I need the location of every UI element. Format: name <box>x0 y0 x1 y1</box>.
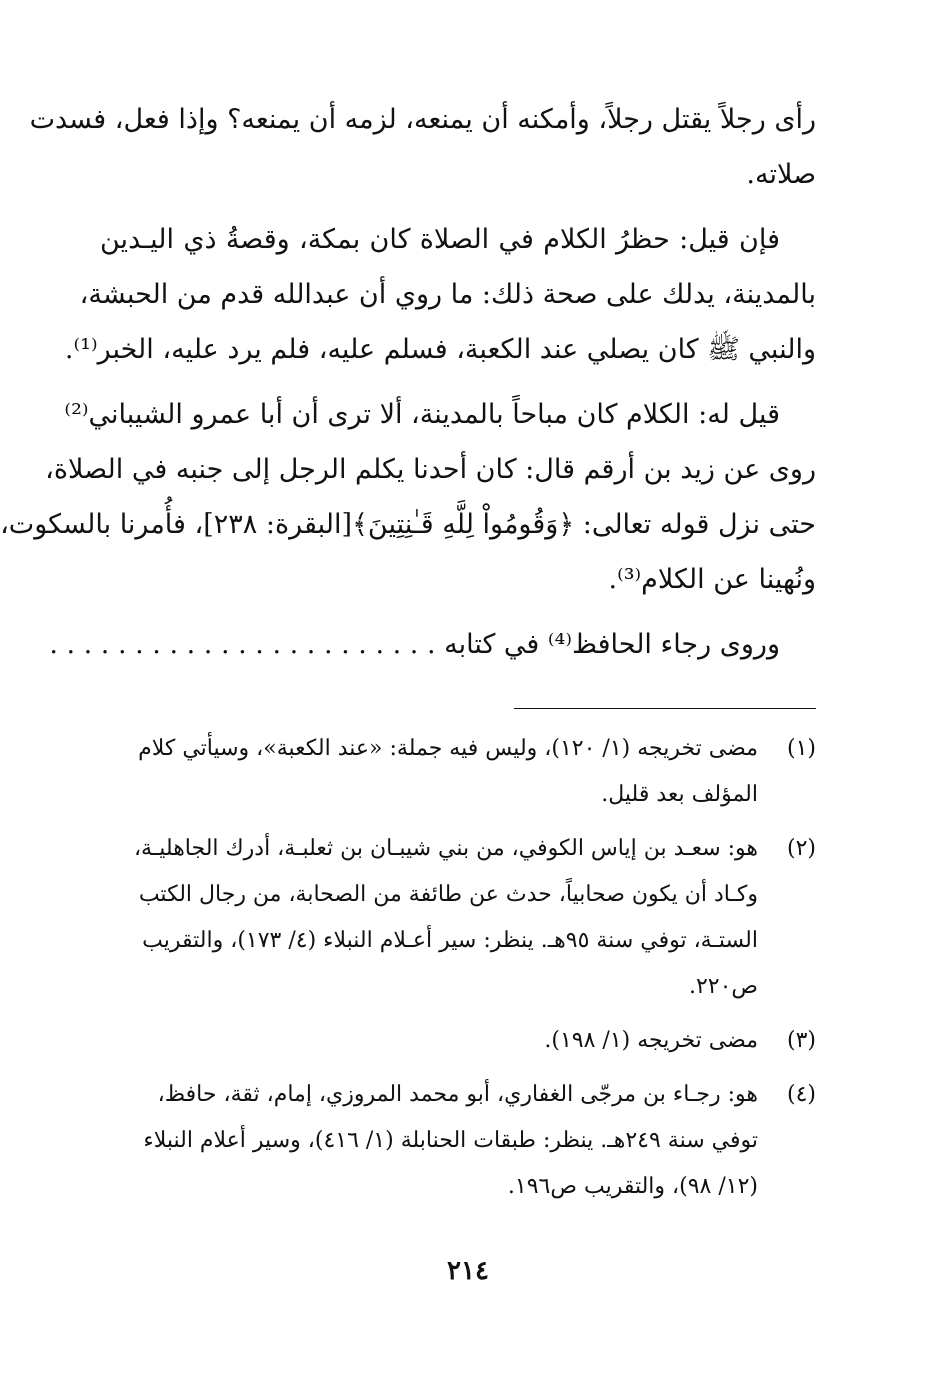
footnote <box>100 1072 816 1210</box>
footnote-line: هو: رجـاء بن مرجّى الغفاري، أبو محمد المروزي، إمام، ثقة، حافظ، <box>157 1082 758 1107</box>
text-line: صلاته. <box>746 159 816 190</box>
footnote-number: (٣) <box>786 1028 816 1053</box>
paragraph <box>29 92 816 202</box>
text-line: حتى نزل قوله تعالى: ﴿وَقُومُواْ لِلَّهِ قَـٰنِتِينَ﴾[البقرة: ٢٣٨]، فأُمرنا بالسكوت، <box>0 509 816 540</box>
footnote-line: المؤلف بعد قليل. <box>601 782 758 807</box>
footnote-line: الستـة، توفي سنة ٩٥هـ. ينظر: سير أعـلام النبلاء (٤/ ١٧٣)، والتقريب <box>142 928 758 953</box>
paragraph <box>64 212 816 377</box>
text-line: والنبي ﷺ كان يصلي عند الكعبة، فسلم عليه، فلم يرد عليه، الخبر⁽¹⁾. <box>64 334 816 365</box>
footnote-number: (٢) <box>786 836 816 861</box>
text-line: رأى رجلاً يقتل رجلاً، وأمكنه أن يمنعه، لزمه أن يمنعه؟ وإذا فعل، فسدت <box>29 104 816 135</box>
footnote-line: (١٢/ ٩٨)، والتقريب ص١٩٦. <box>507 1174 758 1199</box>
footnotes <box>100 726 816 1218</box>
text-line: ونُهينا عن الكلام⁽³⁾. <box>608 564 816 595</box>
footnote-separator <box>514 708 816 709</box>
footnote-line: مضى تخريجه (١/ ١٩٨). <box>544 1028 758 1053</box>
main-text <box>0 92 816 672</box>
text-line: وروى رجاء الحافظ⁽⁴⁾ في كتابه . . . . . . . . . . . . . . . . . . . . . . . <box>49 629 780 660</box>
page-number: ٢١٤ <box>447 1256 489 1286</box>
footnote <box>100 726 816 818</box>
footnote-line: هو: سعـد بن إياس الكوفي، من بني شيبـان بن ثعلبـة، أدرك الجاهليـة، <box>133 836 758 861</box>
footnote-number: (١) <box>786 736 816 761</box>
footnote-number: (٤) <box>786 1082 816 1107</box>
footnote <box>100 826 816 1010</box>
text-line: روى عن زيد بن أرقم قال: كان أحدنا يكلم الرجل إلى جنبه في الصلاة، <box>45 454 816 485</box>
footnote-line: توفي سنة ٢٤٩هـ. ينظر: طبقات الحنابلة (١/ ٤١٦)، وسير أعلام النبلاء <box>143 1128 758 1153</box>
footnote-line: ص٢٢٠. <box>688 974 758 999</box>
paragraph <box>0 387 816 607</box>
text-line: قيل له: الكلام كان مباحاً بالمدينة، ألا ترى أن أبا عمرو الشيباني⁽²⁾ <box>64 399 780 430</box>
footnote-line: وكـاد أن يكون صحابياً، حدث عن طائفة من الصحابة، من رجال الكتب <box>138 882 758 907</box>
text-line: فإن قيل: حظرُ الكلام في الصلاة كان بمكة، وقصةُ ذي اليـدين <box>100 224 780 255</box>
paragraph <box>49 617 816 672</box>
footnote-line: مضى تخريجه (١/ ١٢٠)، وليس فيه جملة: «عند الكعبة»، وسيأتي كلام <box>138 736 758 761</box>
footnote <box>100 1018 816 1064</box>
text-line: بالمدينة، يدلك على صحة ذلك: ما روي أن عبدالله قدم من الحبشة، <box>79 279 816 310</box>
